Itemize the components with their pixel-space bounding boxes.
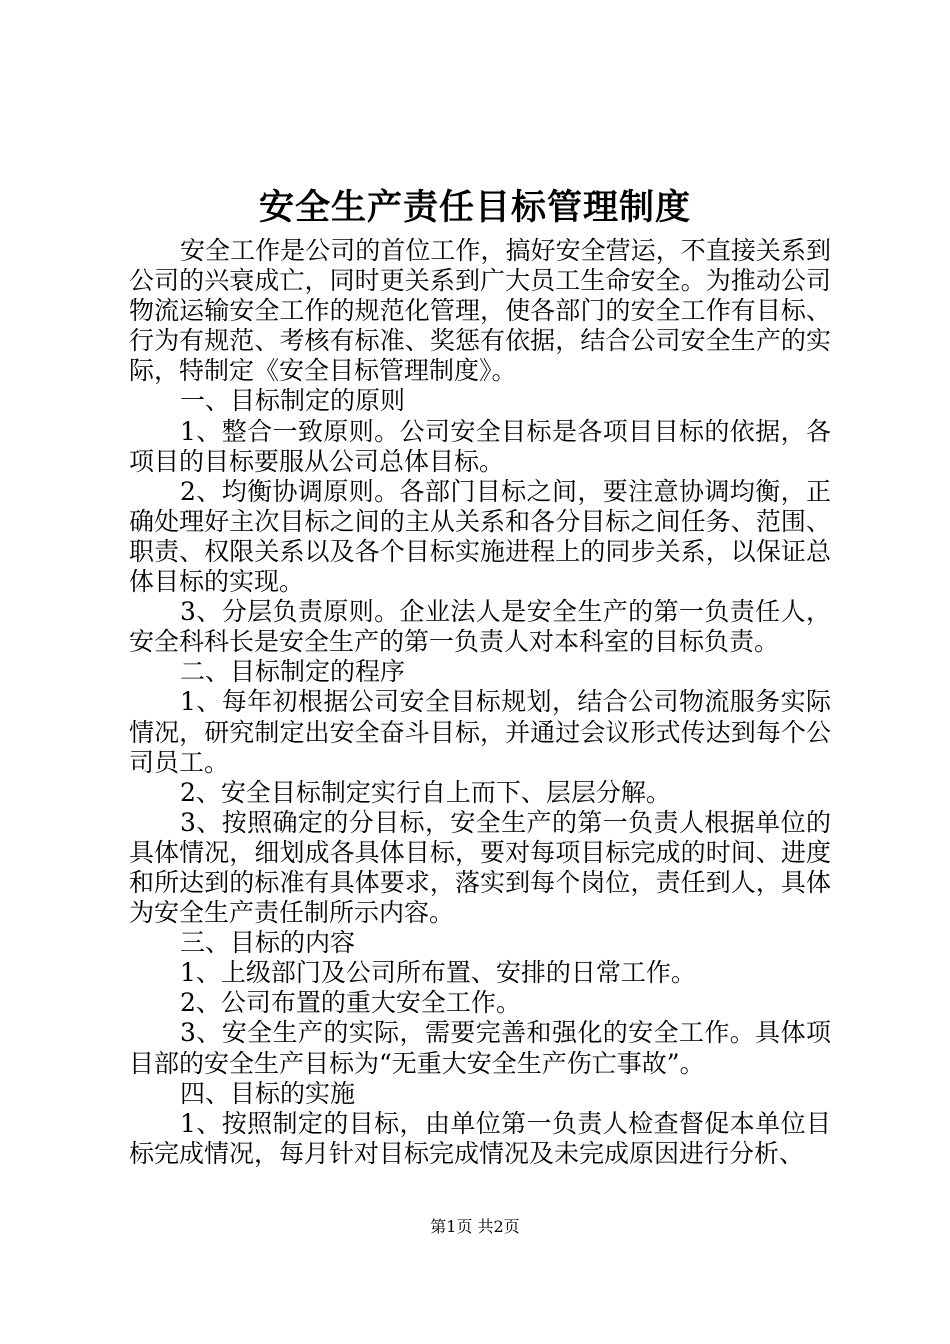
page-number-footer: 第1页 共2页 xyxy=(430,1217,520,1236)
body-paragraph: 2、安全目标制定实行自上而下、层层分解。 xyxy=(180,777,671,807)
body-paragraph: 1、上级部门及公司所布置、安排的日常工作。 xyxy=(180,958,696,988)
body-paragraph: 3、分层负责原则。企业法人是安全生产的第一负责任人，安全科科长是安全生产的第一负责人对本科室的目标负责。 xyxy=(129,597,831,657)
body-paragraph: 1、整合一致原则。公司安全目标是各项目目标的依据，各项目的目标要服从公司总体目标。 xyxy=(129,416,831,476)
section-heading: 二、目标制定的程序 xyxy=(180,657,406,687)
body-paragraph: 2、公司布置的重大安全工作。 xyxy=(180,988,521,1018)
section-heading: 四、目标的实施 xyxy=(180,1078,356,1108)
body-paragraph: 3、安全生产的实际，需要完善和强化的安全工作。具体项目部的安全生产目标为“无重大安全生产伤亡事故”。 xyxy=(129,1018,831,1078)
body-paragraph: 3、按照确定的分目标，安全生产的第一负责人根据单位的具体情况，细划成各具体目标，要对每项目标完成的时间、进度和所达到的标准有具体要求，落实到每个岗位，责任到人，具体为安全生产责任制所示内容。 xyxy=(129,807,831,928)
intro-paragraph: 安全工作是公司的首位工作，搞好安全营运，不直接关系到公司的兴衰成亡，同时更关系到广大员工生命安全。为推动公司物流运输安全工作的规范化管理，使各部门的安全工作有目标、行为有规范、考核有标准、奖惩有依据，结合公司安全生产的实际，特制定《安全目标管理制度》。 xyxy=(129,236,831,386)
body-paragraph: 2、均衡协调原则。各部门目标之间，要注意协调均衡，正确处理好主次目标之间的主从关系和各分目标之间任务、范围、职责、权限关系以及各个目标实施进程上的同步关系，以保证总体目标的实现。 xyxy=(129,476,831,597)
section-heading: 一、目标制定的原则 xyxy=(180,386,406,416)
section-heading: 三、目标的内容 xyxy=(180,928,356,958)
document-title: 安全生产责任目标管理制度 xyxy=(258,188,691,228)
body-paragraph: 1、每年初根据公司安全目标规划，结合公司物流服务实际情况，研究制定出安全奋斗目标，并通过会议形式传达到每个公司员工。 xyxy=(129,687,831,777)
body-paragraph: 1、按照制定的目标，由单位第一负责人检查督促本单位目标完成情况，每月针对目标完成情况及未完成原因进行分析、 xyxy=(129,1108,831,1168)
document-body xyxy=(129,236,831,1169)
